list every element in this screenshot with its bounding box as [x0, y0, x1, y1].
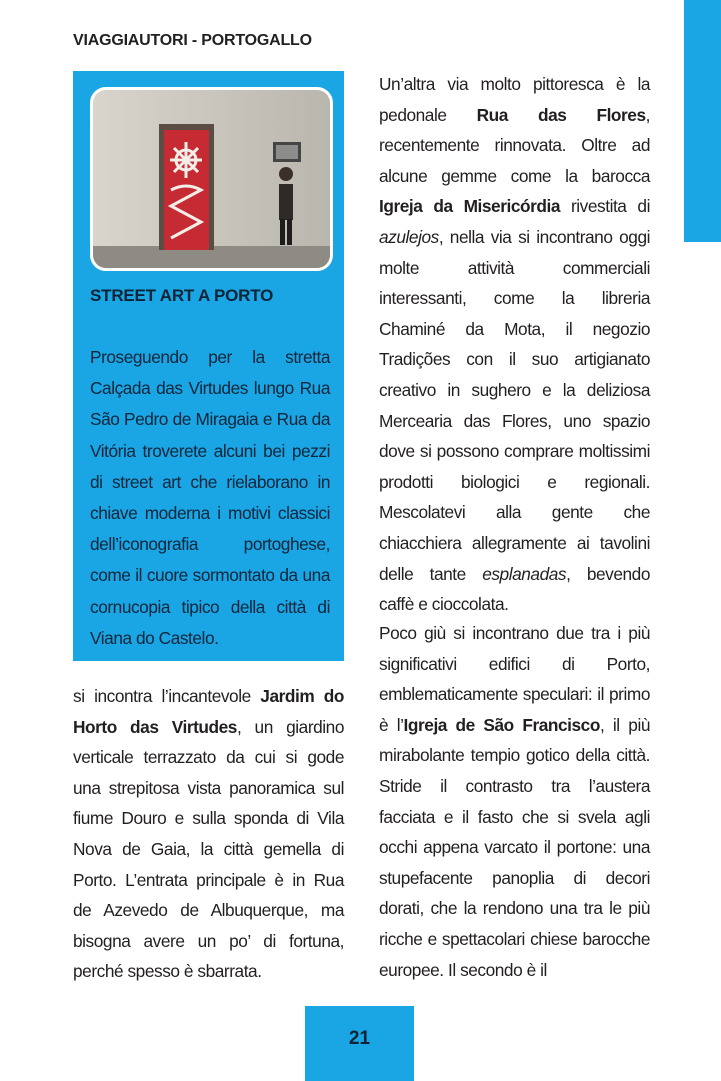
bold-term: Igreja da Misericórdia: [379, 196, 561, 217]
italic-term: esplanadas: [482, 563, 567, 584]
street-art-sidebar: [73, 71, 344, 661]
bold-term: Rua das Flores: [476, 104, 646, 125]
street-art-photo: [90, 87, 333, 271]
running-head: VIAGGIAUTORI - PORTOGALLO: [73, 32, 312, 49]
text-run: , nella via si incontrano oggi molte attività commerciali interessanti, come la libreria Chaminé da Mota, il negozio Tradições con il suo artigianato creativo in sughero e la deliziosa Mercearia das Flores, uno spazio dove si possono comprare moltissimi prodotti biologici e regionali. Mescolatevi alla gente che chiacchiera allegramente ai tavolini delle tante: [379, 226, 650, 584]
thumb-index-tab: [684, 0, 721, 242]
text-run: si incontra l’incantevole: [73, 686, 261, 706]
sidebar-text: Proseguendo per la stretta Calçada das Virtudes lungo Rua São Pedro de Miragaia e Rua da Vitória troverete alcuni bei pezzi di street art che rielaborano in chiave moderna i motivi classici dell’iconografia portoghese, come il cuore sormontato da una cornucopia tipico della città di Viana do Castelo.: [90, 347, 330, 648]
left-column-paragraph: [73, 681, 344, 987]
bold-term: Igreja de São Francisco: [403, 714, 600, 735]
text-run: , il più mirabolante tempio gotico della città. Stride il contrasto tra l’austera facciata e il fasto che si svela agli occhi appena varcato il portone: una stupefacente panoplia di decori dorati, che la rendono una tra le più ricche e spettacolari chiese barocche europee. Il secondo è il: [379, 714, 650, 980]
italic-term: azulejos: [379, 226, 439, 247]
right-column-paragraph-1: [379, 69, 650, 620]
page-number: 21: [348, 1028, 371, 1049]
bold-term: Jardim do Horto das Virtudes: [73, 686, 344, 737]
text-run: , un giardino verticale terrazzato da cui si gode una strepitosa vista panoramica sul fiume Douro e sulla sponda di Vila Nova de Gaia, la città gemella di Porto. L’entrata principale è in Rua de Azevedo de Albuquerque, ma bisogna avere un po’ di fortuna, perché spesso è sbarrata.: [73, 716, 345, 982]
text-run: Un’altra via molto pittoresca è la pedonale: [379, 74, 650, 125]
text-run: Poco giù si incontrano due tra i più significativi edifici di Porto, emblematicamente speculari: il primo è l’: [379, 623, 650, 735]
text-run: rivestita di: [560, 196, 650, 217]
right-column-paragraph-2: [379, 618, 650, 985]
text-run: , bevendo caffè e cioccolata.: [379, 563, 650, 615]
text-run: , recentemente rinnovata. Oltre ad alcune gemme come la barocca: [379, 104, 650, 186]
sidebar-title: STREET ART A PORTO: [90, 286, 274, 305]
